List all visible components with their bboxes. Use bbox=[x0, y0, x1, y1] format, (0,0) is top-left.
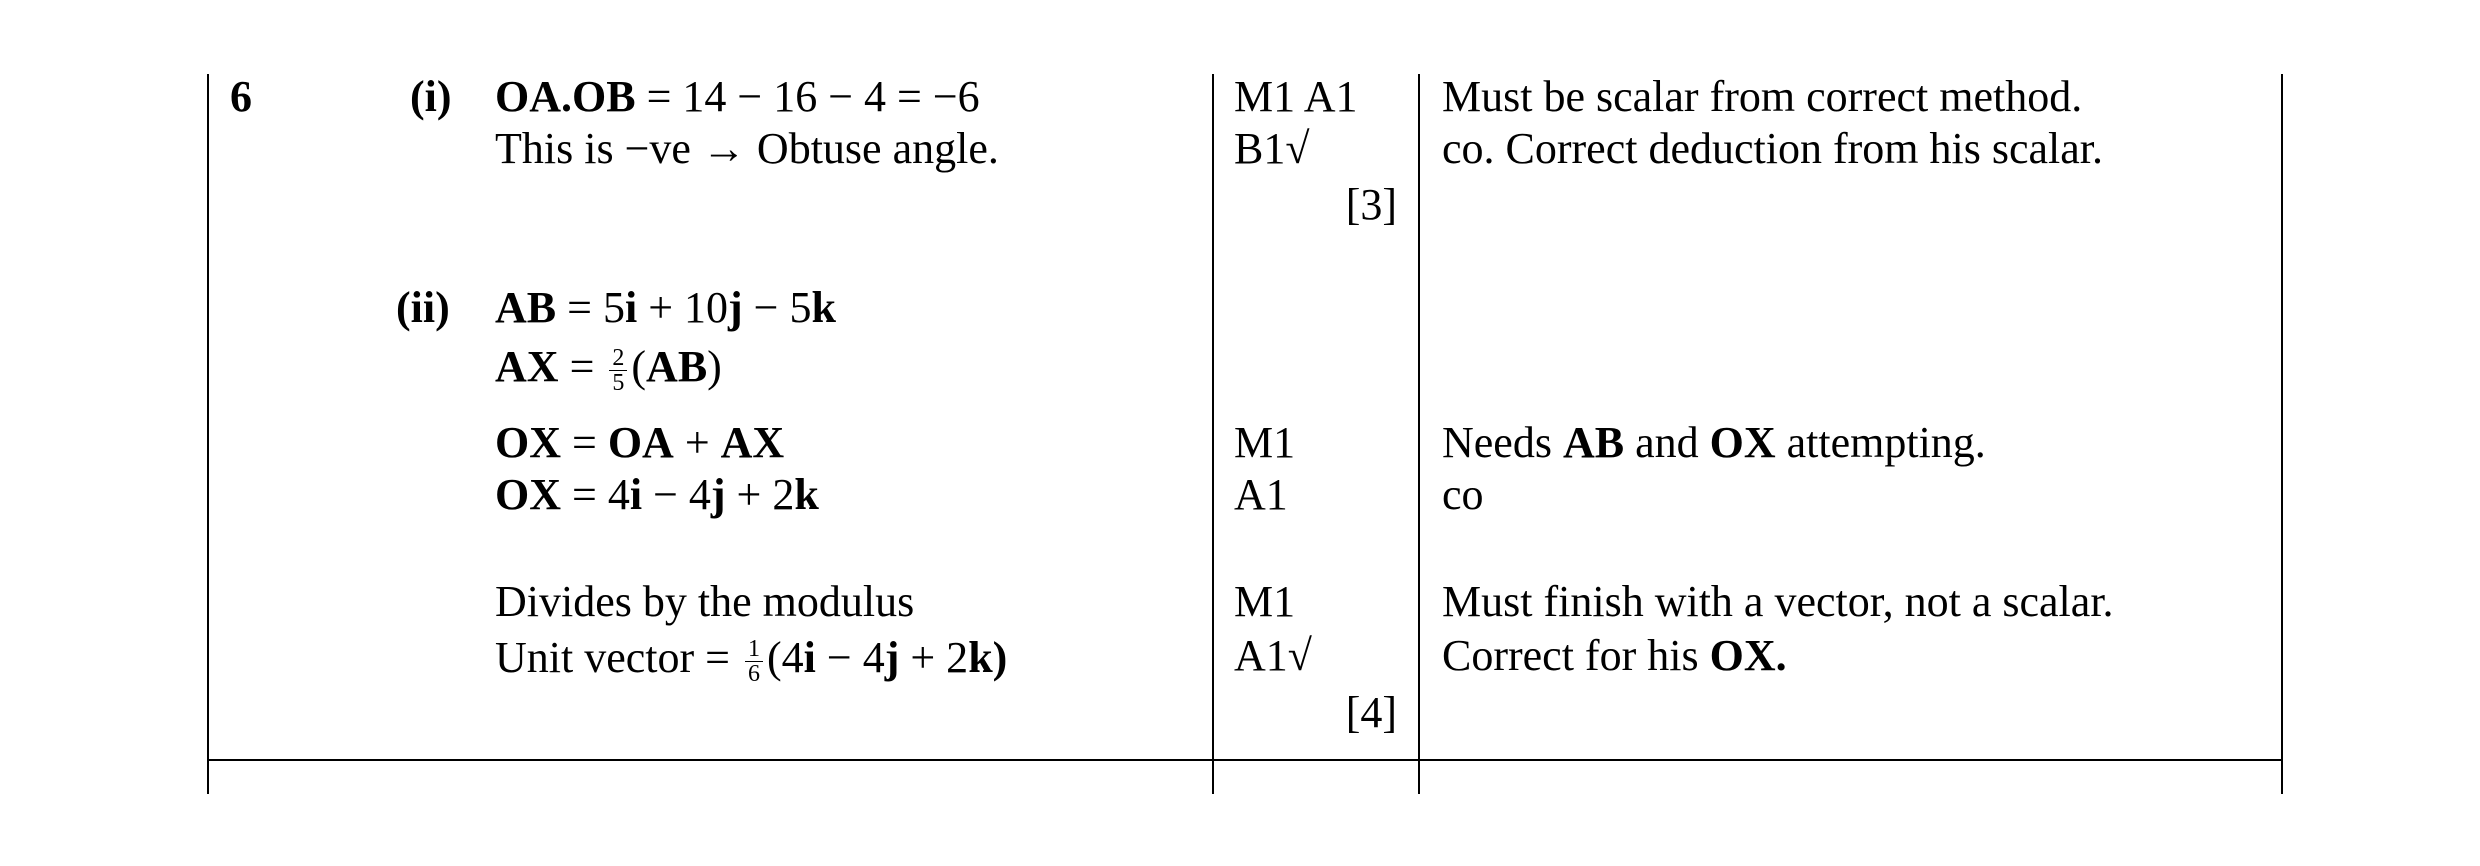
divides-by-modulus-line: Divides by the modulus bbox=[495, 577, 915, 626]
unit-i: i bbox=[803, 633, 816, 682]
ox-term2: − 4 bbox=[642, 470, 711, 519]
unit-vector-line bbox=[495, 633, 1007, 686]
oa-label: OA bbox=[607, 418, 674, 467]
ab-label: AB bbox=[646, 342, 708, 391]
part-i-conclusion-line: This is −ve → Obtuse angle. bbox=[495, 124, 999, 173]
ox-label: OX bbox=[1709, 418, 1776, 467]
table-right-border bbox=[2281, 74, 2283, 794]
fraction-denominator: 6 bbox=[747, 661, 760, 688]
unit-term2: − 4 bbox=[815, 633, 885, 682]
part-ii-guidance-unit bbox=[1442, 631, 1787, 681]
part-ii-label: (ii) bbox=[396, 283, 450, 332]
ab-term3: − 5 bbox=[742, 283, 812, 332]
unit-k: k bbox=[794, 470, 819, 519]
unit-j: j bbox=[710, 470, 726, 519]
ab-term2: + 10 bbox=[637, 283, 729, 332]
plus: + bbox=[673, 418, 721, 467]
ox-label: OX. bbox=[1709, 631, 1787, 680]
unit-j: j bbox=[728, 283, 743, 332]
fraction-two-fifths bbox=[609, 346, 627, 395]
close-paren: ) bbox=[707, 342, 722, 391]
open-paren: ( bbox=[631, 342, 647, 391]
unit-open: (4 bbox=[766, 633, 804, 682]
guidance-column-left-border bbox=[1418, 74, 1420, 794]
ox-label: OX bbox=[495, 418, 561, 467]
unit-term3: + 2 bbox=[899, 633, 969, 682]
ox-definition-line bbox=[495, 418, 784, 468]
marks-column-left-border bbox=[1212, 74, 1214, 794]
part-i-label: (i) bbox=[410, 72, 452, 121]
part-i-mark-1: M1 A1 bbox=[1234, 72, 1358, 121]
part-ii-total-marks: [4] bbox=[1345, 688, 1397, 737]
part-ii-guidance-divides: Must finish with a vector, not a scalar. bbox=[1442, 577, 2114, 626]
unit-k-close: k) bbox=[968, 633, 1008, 682]
ax-label: AX bbox=[720, 418, 785, 467]
question-number: 6 bbox=[230, 72, 252, 121]
unit-k: k bbox=[811, 283, 836, 332]
guidance-text: Correct for his bbox=[1442, 631, 1710, 680]
oa-ob-label: OA.OB bbox=[495, 72, 636, 121]
equals: = bbox=[561, 418, 608, 467]
ab-label: AB bbox=[495, 283, 557, 332]
part-ii-guidance-ox-def bbox=[1442, 418, 1986, 468]
ab-label: AB bbox=[1562, 418, 1625, 467]
row-bottom-border bbox=[207, 759, 2283, 761]
fraction-numerator: 2 bbox=[609, 346, 627, 371]
unit-j: j bbox=[884, 633, 900, 682]
part-ii-guidance-ox-val: co bbox=[1442, 470, 1484, 519]
ox-value-line bbox=[495, 470, 819, 520]
ax-label: AX bbox=[495, 342, 559, 391]
ox-eq: = 4 bbox=[561, 470, 630, 519]
part-i-mark-2: B1√ bbox=[1234, 124, 1310, 173]
ab-eq: = 5 bbox=[556, 283, 625, 332]
part-i-total-marks: [3] bbox=[1345, 180, 1397, 229]
ox-label: OX bbox=[495, 470, 561, 519]
part-ii-mark-divides: M1 bbox=[1234, 577, 1296, 626]
part-i-guidance-2: co. Correct deduction from his scalar. bbox=[1442, 124, 2104, 173]
ab-vector-line bbox=[495, 283, 836, 333]
ox-term3: + 2 bbox=[725, 470, 795, 519]
unit-vector-label: Unit vector = bbox=[495, 633, 741, 682]
fraction-one-sixth bbox=[745, 637, 763, 686]
table-left-border bbox=[207, 74, 209, 794]
unit-i: i bbox=[629, 470, 643, 519]
fraction-numerator: 1 bbox=[745, 637, 763, 662]
ax-eq: = bbox=[558, 342, 606, 391]
ax-vector-line bbox=[495, 342, 722, 395]
guidance-text: attempting. bbox=[1775, 418, 1986, 467]
part-ii-mark-ox-val: A1 bbox=[1234, 470, 1288, 519]
part-i-dot-product-line bbox=[495, 72, 980, 122]
fraction-denominator: 5 bbox=[612, 370, 625, 397]
part-i-guidance-1: Must be scalar from correct method. bbox=[1442, 72, 2083, 121]
part-ii-mark-ox-def: M1 bbox=[1234, 418, 1296, 467]
guidance-text: Needs bbox=[1442, 418, 1563, 467]
guidance-text: and bbox=[1624, 418, 1710, 467]
dot-product-result: = 14 − 16 − 4 = −6 bbox=[635, 72, 980, 121]
unit-i: i bbox=[624, 283, 638, 332]
part-ii-mark-unit: A1√ bbox=[1234, 631, 1312, 680]
